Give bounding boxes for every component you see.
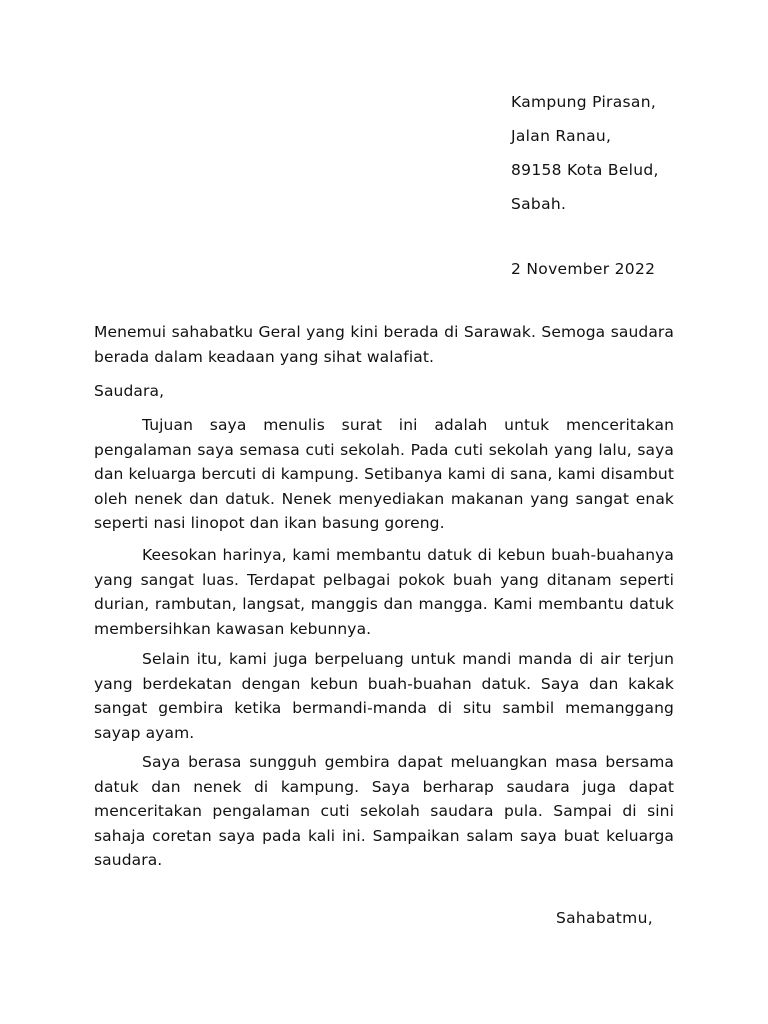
body-paragraph: Selain itu, kami juga berpeluang untuk mandi manda di air terjun yang berdekatan dengan kebun buah-buahan datuk. Saya dan kakak sangat gembira ketika bermandi-manda di situ sambil memanggang sayap ayam. bbox=[94, 650, 674, 742]
address-line: Jalan Ranau, bbox=[511, 127, 612, 145]
body-paragraph: Tujuan saya menulis surat ini adalah untuk menceritakan pengalaman saya semasa cuti sekolah. Pada cuti sekolah yang lalu, saya dan keluarga bercuti di kampung. Setibanya kami di sana, kami disambut oleh nenek dan datuk. Nenek menyediakan makanan yang sangat enak seperti nasi linopot dan ikan basung goreng. bbox=[94, 416, 674, 532]
body-paragraph: Saya berasa sungguh gembira dapat meluangkan masa bersama datuk dan nenek di kampung. Saya berharap saudara juga dapat menceritakan pengalaman cuti sekolah saudara pula. Sampai di sini sahaja coretan saya pada kali ini. Sampaikan salam saya buat keluarga saudara. bbox=[94, 753, 674, 869]
address-line: 89158 Kota Belud, bbox=[511, 161, 659, 179]
salutation: Saudara, bbox=[94, 382, 165, 400]
address-line: Sabah. bbox=[511, 195, 567, 213]
body-paragraph: Keesokan harinya, kami membantu datuk di kebun buah-buahanya yang sangat luas. Terdapat pelbagai pokok buah yang ditanam seperti durian, rambutan, langsat, manggis dan mangga. Kami membantu datuk membersihkan kawasan kebunnya. bbox=[94, 546, 674, 638]
sender-address bbox=[511, 90, 659, 226]
address-line: Kampung Pirasan, bbox=[511, 93, 657, 111]
opening-greeting: Menemui sahabatku Geral yang kini berada di Sarawak. Semoga saudara berada dalam keadaan yang sihat walafiat. bbox=[94, 323, 674, 366]
letter-date: 2 November 2022 bbox=[511, 260, 656, 278]
closing: Sahabatmu, bbox=[556, 909, 653, 927]
